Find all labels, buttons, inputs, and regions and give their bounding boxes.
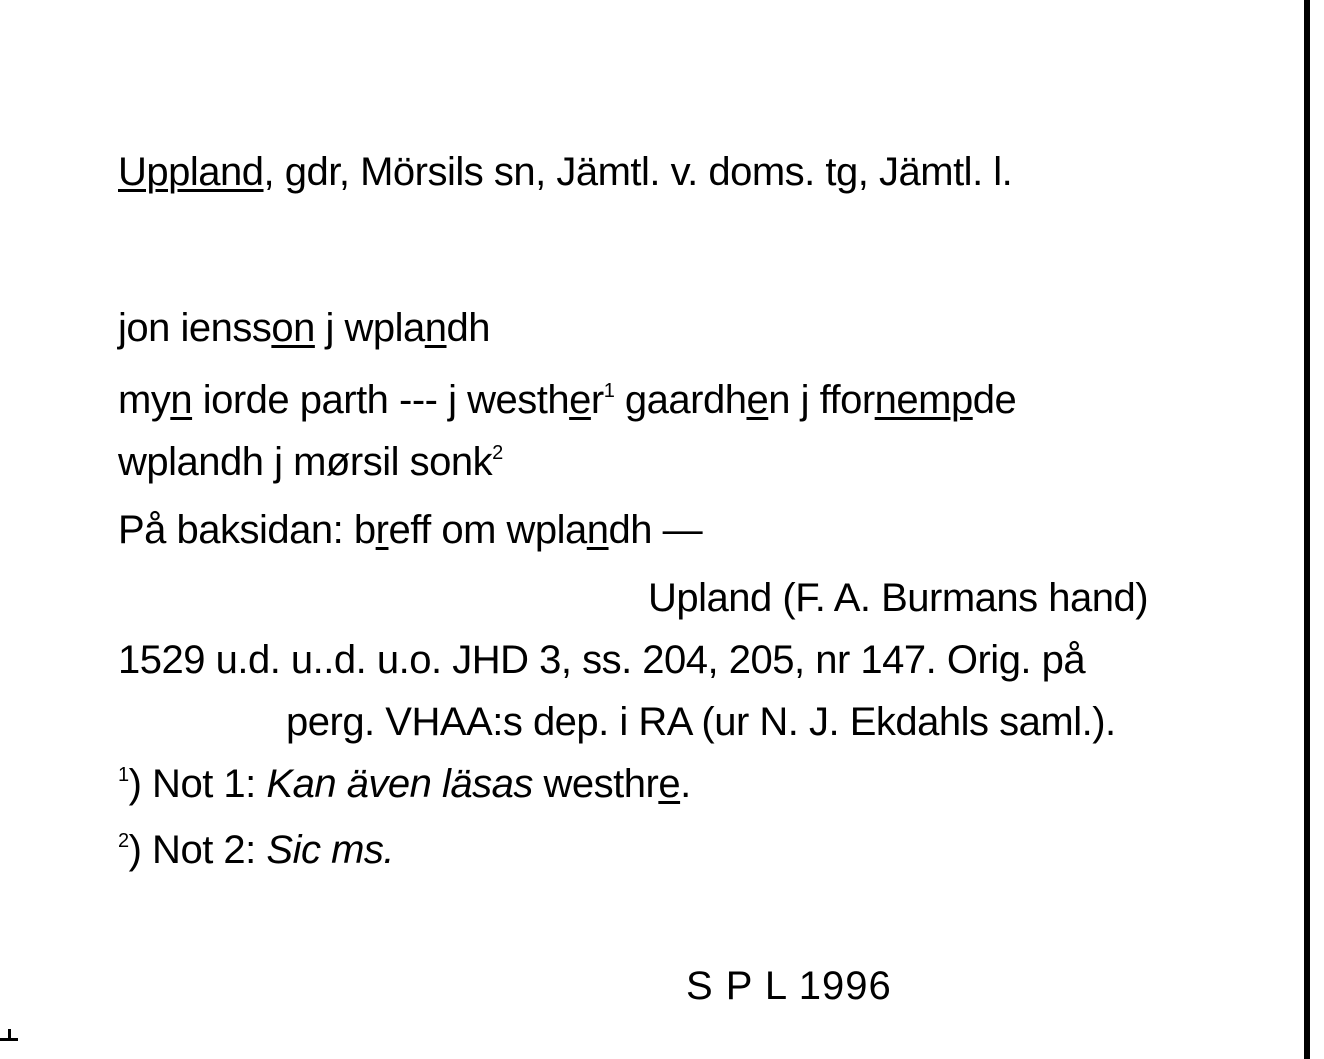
footnote-ref-2: 2 bbox=[492, 442, 503, 464]
footnote-2: $^2$) Not 2: Sic ms. bbox=[118, 828, 395, 872]
place-name: Uppland bbox=[118, 150, 264, 194]
transcription-line-4: På baksidan: breff om wplandh — bbox=[118, 508, 703, 552]
source-line-1: 1529 u.d. u..d. u.o. JHD 3, ss. 204, 205, nr 147. Orig. på bbox=[118, 638, 1086, 682]
transcription-line-1: jon iensson j wplandh bbox=[118, 306, 491, 350]
heading-line bbox=[118, 148, 1012, 196]
card-edge-line bbox=[1304, 0, 1310, 1059]
transcription-line-5: Upland (F. A. Burmans hand) bbox=[648, 576, 1149, 620]
transcription-line-2: myn iorde parth --- j westher$^1$ gaardhen j ffornempde bbox=[118, 378, 1017, 422]
footnote-ref-1: 1 bbox=[603, 380, 615, 402]
signature: S P L 1996 bbox=[686, 964, 892, 1008]
source-line-2: perg. VHAA:s dep. i RA (ur N. J. Ekdahls saml.). bbox=[286, 700, 1116, 744]
heading-details: , gdr, Mörsils sn, Jämtl. v. doms. tg, Jämtl. l. bbox=[263, 150, 1013, 194]
corner-mark bbox=[0, 1027, 18, 1041]
transcription-line-3: wplandh j mørsil sonk$^2$ bbox=[118, 440, 503, 484]
footnote-1: $^1$) Not 1: Kan även läsas westhre. bbox=[118, 762, 691, 806]
